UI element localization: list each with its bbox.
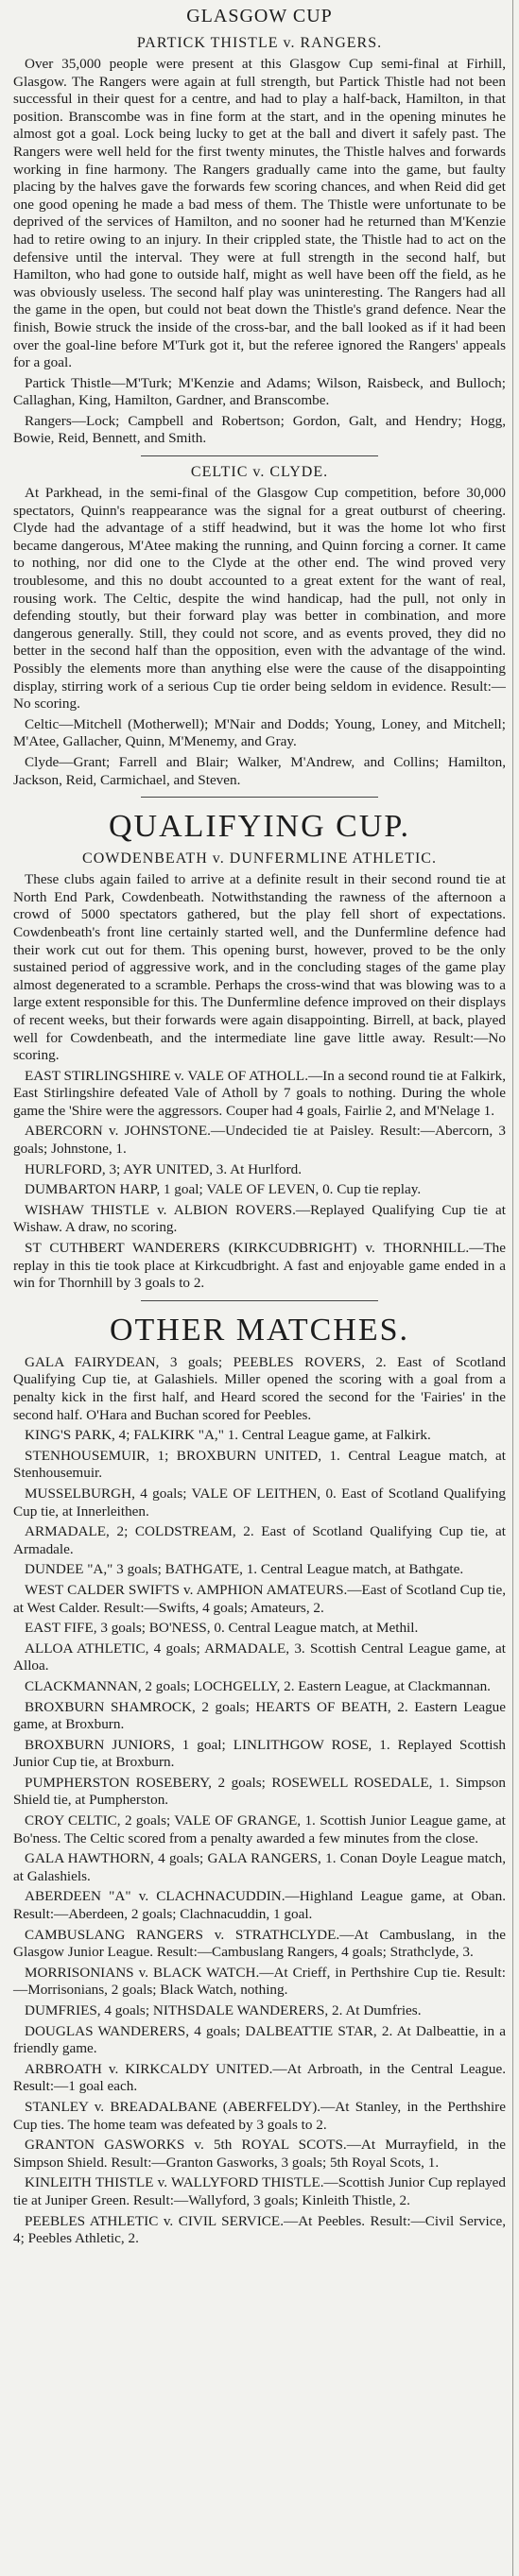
result-item: CROY CELTIC, 2 goals; VALE OF GRANGE, 1. Scottish Junior League game, at Bo'ness. The Celtic scored from a penalty awarded a few minutes from the close. — [13, 1812, 506, 1846]
divider — [141, 797, 377, 798]
result-item: PUMPHERSTON ROSEBERY, 2 goals; ROSEWELL ROSEDALE, 1. Simpson Shield tie, at Pumpherston. — [13, 1774, 506, 1809]
celtic-lineup: Celtic—Mitchell (Motherwell); M'Nair and Dodds; Young, Loney, and Mitchell; M'Atee, Gallacher, Quinn, M'Menemy, and Gray. — [13, 715, 506, 750]
result-item: MORRISONIANS v. BLACK WATCH.—At Crieff, in Perthshire Cup tie. Result:—Morrisonians, 2 goals; Black Watch, nothing. — [13, 1964, 506, 1999]
result-item: KING'S PARK, 4; FALKIRK "A," 1. Central League game, at Falkirk. — [25, 1427, 431, 1444]
result-item: GRANTON GASWORKS v. 5th ROYAL SCOTS.—At Murrayfield, in the Simpson Shield. Result:—Granton Gasworks, 3 goals; 5th Royal Scots, 1. — [13, 2137, 506, 2171]
result-item: STENHOUSEMUIR, 1; BROXBURN UNITED, 1. Central League match, at Stenhousemuir. — [13, 1447, 506, 1482]
result-item: STANLEY v. BREADALBANE (ABERFELDY).—At Stanley, in the Perthshire Cup ties. The home team was defeated by 3 goals to 2. — [13, 2098, 506, 2133]
other-results-list — [13, 1354, 506, 2248]
result-item: BROXBURN SHAMROCK, 2 goals; HEARTS OF BEATH, 2. Eastern League game, at Broxburn. — [13, 1698, 506, 1733]
clyde-lineup: Clyde—Grant; Farrell and Blair; Walker, M'Andrew, and Collins; Hamilton, Jackson, Reid, Carmichael, and Steven. — [13, 753, 506, 788]
column-rule — [512, 0, 513, 2576]
divider — [141, 455, 377, 456]
result-item: GALA HAWTHORN, 4 goals; GALA RANGERS, 1. Conan Doyle League match, at Galashiels. — [13, 1850, 506, 1884]
result-item: ALLOA ATHLETIC, 4 goals; ARMADALE, 3. Scottish Central League game, at Alloa. — [13, 1640, 506, 1674]
result-item: DUMBARTON HARP, 1 goal; VALE OF LEVEN, 0. Cup tie replay. — [25, 1181, 422, 1198]
result-item: ARBROATH v. KIRKCALDY UNITED.—At Arbroath, in the Central League. Result:—1 goal each. — [13, 2060, 506, 2095]
result-item: ARMADALE, 2; COLDSTREAM, 2. East of Scotland Qualifying Cup tie, at Armadale. — [13, 1523, 506, 1557]
rangers-lineup: Rangers—Lock; Campbell and Robertson; Gordon, Galt, and Hendry; Hogg, Bowie, Reid, Bennett, and Smith. — [13, 412, 506, 447]
result-item: PEEBLES ATHLETIC v. CIVIL SERVICE.—At Peebles. Result:—Civil Service, 4; Peebles Athletic, 2. — [13, 2212, 506, 2247]
result-item: DOUGLAS WANDERERS, 4 goals; DALBEATTIE STAR, 2. At Dalbeattie, in a friendly game. — [13, 2022, 506, 2057]
partick-rangers-body: Over 35,000 people were present at this Glasgow Cup semi-final at Firhill, Glasgow. The Rangers were again at full strength, but Partick Thistle had not been successful in their quest for a centre, and had to play a half-back, Hamilton, in that position. Branscombe was in fine form at the start, and in the opening minutes he almost got a goal. Lock being lucky to get at the ball and divert it safely past. The Rangers were well held for the first twenty minutes, the Thistle halves and forwards working in fine harmony. The Rangers gradually came into the game, but faulty placing by the halves gave the forwards few scoring chances, and when Reid did get one good opening he made a bad mess of them. The Thistle were unfortunate to be deprived of the services of Hamilton, and no sooner had he returned than M'Kenzie had to retire owing to an injury. In their crippled state, the Thistle had to act on the defensive until the interval. They were at full strength in the second half, but Hamilton, who had gone to outside half, might as well have been off the field, as he was obviously useless. The second half play was uninteresting. The Rangers had all the game in the open, but could not beat down the Thistle's grand defence. Near the finish, Bowie struck the inside of the cross-bar, and the ball looked as if it had been over the goal-line before M'Turk got it, but the referee ignored the Rangers' appeals for a goal. — [13, 56, 506, 371]
qualifying-cup-section — [13, 809, 506, 1293]
result-item: GALA FAIRYDEAN, 3 goals; PEEBLES ROVERS, 2. East of Scotland Qualifying Cup tie, at Galashiels. Miller opened the scoring with a goal from a penalty kick in the first half, and Heard scored the second for the 'Fairies' in the second half. O'Hara and Buchan scored for Peebles. — [13, 1353, 506, 1423]
partick-rangers-report — [13, 35, 506, 448]
divider — [141, 1300, 377, 1301]
celtic-clyde-report — [13, 464, 506, 789]
result-item: KINLEITH THISTLE v. WALLYFORD THISTLE.—Scottish Junior Cup replayed tie at Juniper Green. Result:—Wallyford, 3 goals; Kinleith Thistle, 2. — [13, 2174, 506, 2208]
result-item: HURLFORD, 3; AYR UNITED, 3. At Hurlford. — [25, 1160, 303, 1177]
qualifying-results-list — [13, 1068, 506, 1293]
other-matches-section — [13, 1313, 506, 2248]
other-matches-title: OTHER MATCHES. — [109, 1312, 410, 1348]
result-item: EAST FIFE, 3 goals; BO'NESS, 0. Central League match, at Methil. — [25, 1620, 419, 1637]
celtic-clyde-body: At Parkhead, in the semi-final of the Glasgow Cup competition, before 30,000 spectators, Quinn's reappearance was the signal for a great outburst of cheering. Clyde had the advantage of a stiff headwind, but it was the home lot who first became dangerous, M'Atee making the running, and Quinn forcing a corner. It came to nothing, nor did one to the Clyde at the other end. The wind proved very troublesome, and this no doubt accounted to a great extent for the want of real, rousing work. The Celtic, despite the wind handicap, had the pull, not only in defending stoutly, but their forward play was better in combination, and more dangerous generally. Still, they could not score, and as events proved, they did no better in the second half than the opposition, even with the advantage of the wind. Possibly the elements more than anything else were the cause of the disappointing display, stirring work of a serious Cup tie order being seldom in evidence. Result:—No scoring. — [13, 485, 506, 713]
page-title: GLASGOW CUP — [186, 6, 333, 26]
cowdenbeath-body: These clubs again failed to arrive at a definite result in their second round tie at North End Park, Cowdenbeath. Notwithstanding the rawness of the afternoon a crowd of 5000 spectators gathered, but the play fell short of expectations. Cowdenbeath's front line certainly started well, and the Dunfermline defence had their work cut out for them. This opening burst, however, proved to be the only sustained period of aggressive work, and in the concluding stages of the game play almost degenerated to a scramble. Perhaps the cross-wind that was blowing was to a large extent responsible for this. The Dunfermline defence improved on their displays of recent weeks, but their forwards were again disappointing. Birrell, at back, played well for Cowdenbeath, and the intermediate line gave little away. Result:—No scoring. — [13, 871, 506, 1064]
result-item: CLACKMANNAN, 2 goals; LOCHGELLY, 2. Eastern League, at Clackmannan. — [25, 1677, 491, 1694]
result-item: BROXBURN JUNIORS, 1 goal; LINLITHGOW ROSE, 1. Replayed Scottish Junior Cup tie, at Broxburn. — [13, 1736, 506, 1771]
result-item: DUNDEE "A," 3 goals; BATHGATE, 1. Central League match, at Bathgate. — [25, 1561, 464, 1578]
result-item: WEST CALDER SWIFTS v. AMPHION AMATEURS.—East of Scotland Cup tie, at West Calder. Result:—Swifts, 4 goals; Amateurs, 2. — [13, 1581, 506, 1616]
celtic-clyde-heading: CELTIC v. CLYDE. — [190, 464, 329, 481]
qualifying-cup-title: QUALIFYING CUP. — [108, 809, 411, 845]
result-item: DUMFRIES, 4 goals; NITHSDALE WANDERERS, 2. At Dumfries. — [25, 2002, 422, 2018]
result-item: CAMBUSLANG RANGERS v. STRATHCLYDE.—At Cambuslang, in the Glasgow Junior League. Result:—Cambuslang Rangers, 4 goals; Strathclyde, 3. — [13, 1926, 506, 1961]
result-item: EAST STIRLINGSHIRE v. VALE OF ATHOLL.—In a second round tie at Falkirk, East Stirlingshire defeated Vale of Atholl by 7 goals to nothing. During the whole game the 'Shire were the aggressors. Couper had 4 goals, Fairlie 2, and M'Nelage 1. — [13, 1067, 506, 1119]
result-item: ST CUTHBERT WANDERERS (KIRKCUDBRIGHT) v. THORNHILL.—The replay in this tie took place at Kirkcudbright. A fast and enjoyable game ended in a win for Thornhill by 3 goals to 2. — [13, 1240, 506, 1292]
cowdenbeath-heading: COWDENBEATH v. DUNFERMLINE ATHLETIC. — [82, 850, 437, 867]
result-item: WISHAW THISTLE v. ALBION ROVERS.—Replayed Qualifying Cup tie at Wishaw. A draw, no scoring. — [13, 1201, 506, 1236]
partick-rangers-heading: PARTICK THISTLE v. RANGERS. — [136, 35, 383, 51]
result-item: ABERDEEN "A" v. CLACHNACUDDIN.—Highland League game, at Oban. Result:—Aberdeen, 2 goals; Clachnacuddin, 1 goal. — [13, 1888, 506, 1923]
result-item: ABERCORN v. JOHNSTONE.—Undecided tie at Paisley. Result:—Abercorn, 3 goals; Johnstone, 1. — [13, 1123, 506, 1158]
partick-lineup: Partick Thistle—M'Turk; M'Kenzie and Adams; Wilson, Raisbeck, and Bulloch; Callaghan, King, Hamilton, Gardner, and Branscombe. — [13, 374, 506, 409]
result-item: MUSSELBURGH, 4 goals; VALE OF LEITHEN, 0. East of Scotland Qualifying Cup tie, at Innerleithen. — [13, 1485, 506, 1520]
